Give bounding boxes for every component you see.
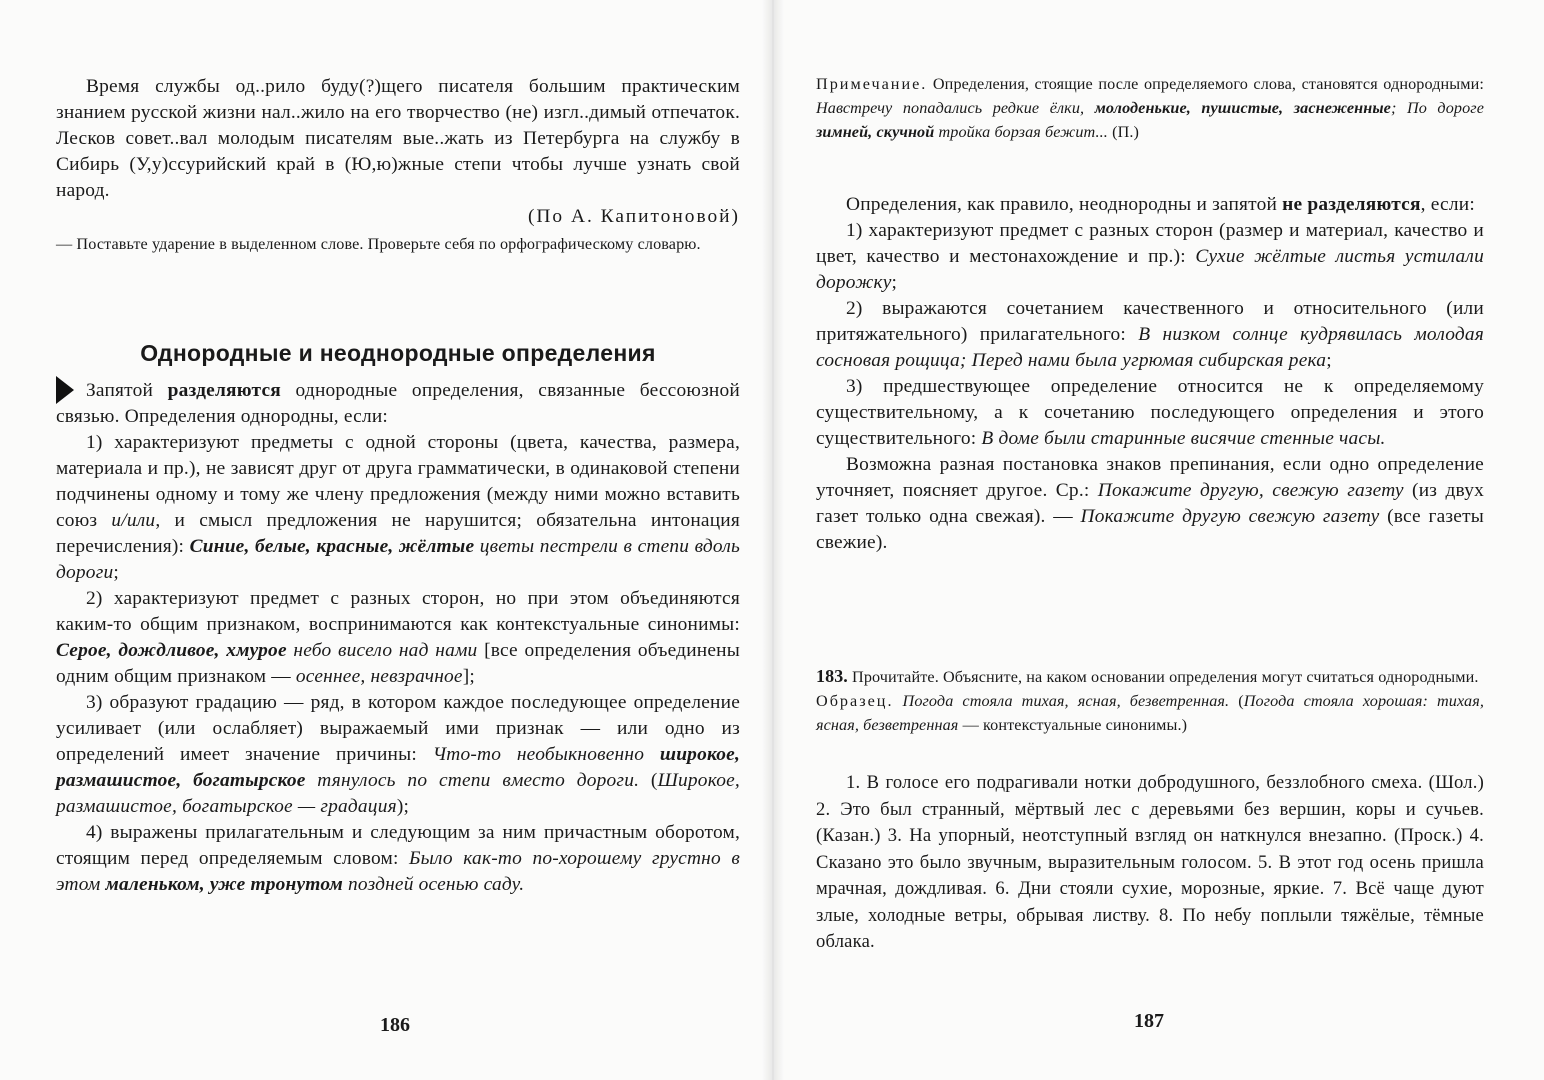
section-heading: Однородные и неоднородные определения [140,340,656,366]
rule2-intro: Определения, как правило, неоднородны и запятой не разделяются, если: [846,194,1475,215]
page-number-right: 187 [1134,1010,1164,1032]
attribution: (По А. Капитоновой) [527,206,740,227]
rule-text [56,378,740,898]
rule-item-3: 3) образуют градацию — ряд, в котором каждое последующее определение усиливает (или ослабляет) выражаемый ими признак — или одно из определений имеет значение причины: Что-то необыкновенно широкое, размашистое, богатырское тянулось по степи вместо дороги. (Широкое, размашистое, богатырское — градация); [56,692,741,817]
right-page [772,0,1544,1080]
rule-intro: Запятой разделяются однородные определения, связанные бессоюзной связью. Определения однородны, если: [56,380,740,427]
book-gutter [762,0,784,1080]
task-183 [816,664,1484,737]
note-block: Примечание. Определения, стоящие после определяемого слова, становятся однородными: Навстречу попадались редкие ёлки, молоденькие, пушистые, заснеженные; По дороге зимней, скучной тройка борзая бежит... (П.) [816,75,1484,141]
rule-item-4: 4) выражены прилагательным и следующим за ним причастным оборотом, стоящим перед определяемым словом: Было как-то по-хорошему грустно в этом маленьком, уже тронутом поздней осенью саду. [56,822,740,895]
rule2-text [816,192,1484,556]
task-instruction: 183. Прочитайте. Объясните, на каком основании определения могут считаться однородными. [816,666,1479,686]
rule2-item-3: 3) предшествующее определение относится не к определяемому существительному, а к сочетанию последующего определения и этого существительного: В доме были старинные висячие стенные часы. [816,376,1484,449]
task-sample: Образец. Погода стояла тихая, ясная, безветренная. (Погода стояла хорошая: тихая, ясная, безветренная — контекстуальные синонимы.) [816,692,1485,734]
rule-item-1: 1) характеризуют предметы с одной стороны (цвета, качества, размера, материала и пр.), не зависят друг от друга грамматически, в одинаковой степени подчинены одному и тому же члену предложения (между ними можно вставить союз и/или, и смысл предложения не нарушится; обязательна интонация перечисления): Синие, белые, красные, жёлтые цветы пестрели в степи вдоль дороги; [56,432,741,583]
rule-item-2: 2) характеризуют предмет с разных сторон, но при этом объединяются каким-то общим признаком, воспринимаются как контекстуальные синонимы: Серое, дождливое, хмурое небо висело над нами [все определения объединены одним общим признаком — осеннее, невзрачное]; [56,588,740,687]
rule2-item-1: 1) характеризуют предмет с разных сторон (размер и материал, качество и цвет, качество и местонахождение и пр.): Сухие жёлтые листья устилали дорожку; [816,220,1484,293]
task-note: — Поставьте ударение в выделенном слове. Проверьте себя по орфографическому словарю. [56,235,701,253]
page-number-left: 186 [380,1014,410,1036]
exercise-183-text: 1. В голосе его подрагивали нотки добродушного, беззлобного смеха. (Шол.) 2. Это был странный, мёртвый лес с деревьями без вершин, коры и сучьев. (Казан.) 3. На упорный, неотступный взгляд он наткнулся внезапно. (Проск.) 4. Сказано это было звучным, выразительным голосом. 5. В этот год осень пришла мрачная, дождливая. 6. Дни стояли сухие, морозные, яркие. 7. Всё чаще дуют злые, холодные ветры, обрывая листву. 8. По небу поплыли тяжёлые, тёмные облака. [816,772,1484,952]
exercise-text: Время службы од..рило буду(?)щего писателя большим практическим знанием русской жизни нал..жило на его творчество (не) изгл..димый отпечаток. Лесков совет..вал молодым писателям вые..жать из Петербурга на службу в Сибирь (У,у)ссурийский край в (Ю,ю)жные степи чтобы лучше узнать свой народ. [56,76,740,201]
rule2-para: Возможна разная постановка знаков препинания, если одно определение уточняет, поясняет другое. Ср.: Покажите другую, свежую газету (из двух газет только одна свежая). — Покажите другую свежую газету (все газеты свежие). [816,454,1484,553]
rule2-item-2: 2) выражаются сочетанием качественного и относительного (или притяжательного) прилагательного: В низком солнце кудрявилась молодая сосновая рощица; Перед нами была угрюмая сибирская река; [816,298,1484,371]
